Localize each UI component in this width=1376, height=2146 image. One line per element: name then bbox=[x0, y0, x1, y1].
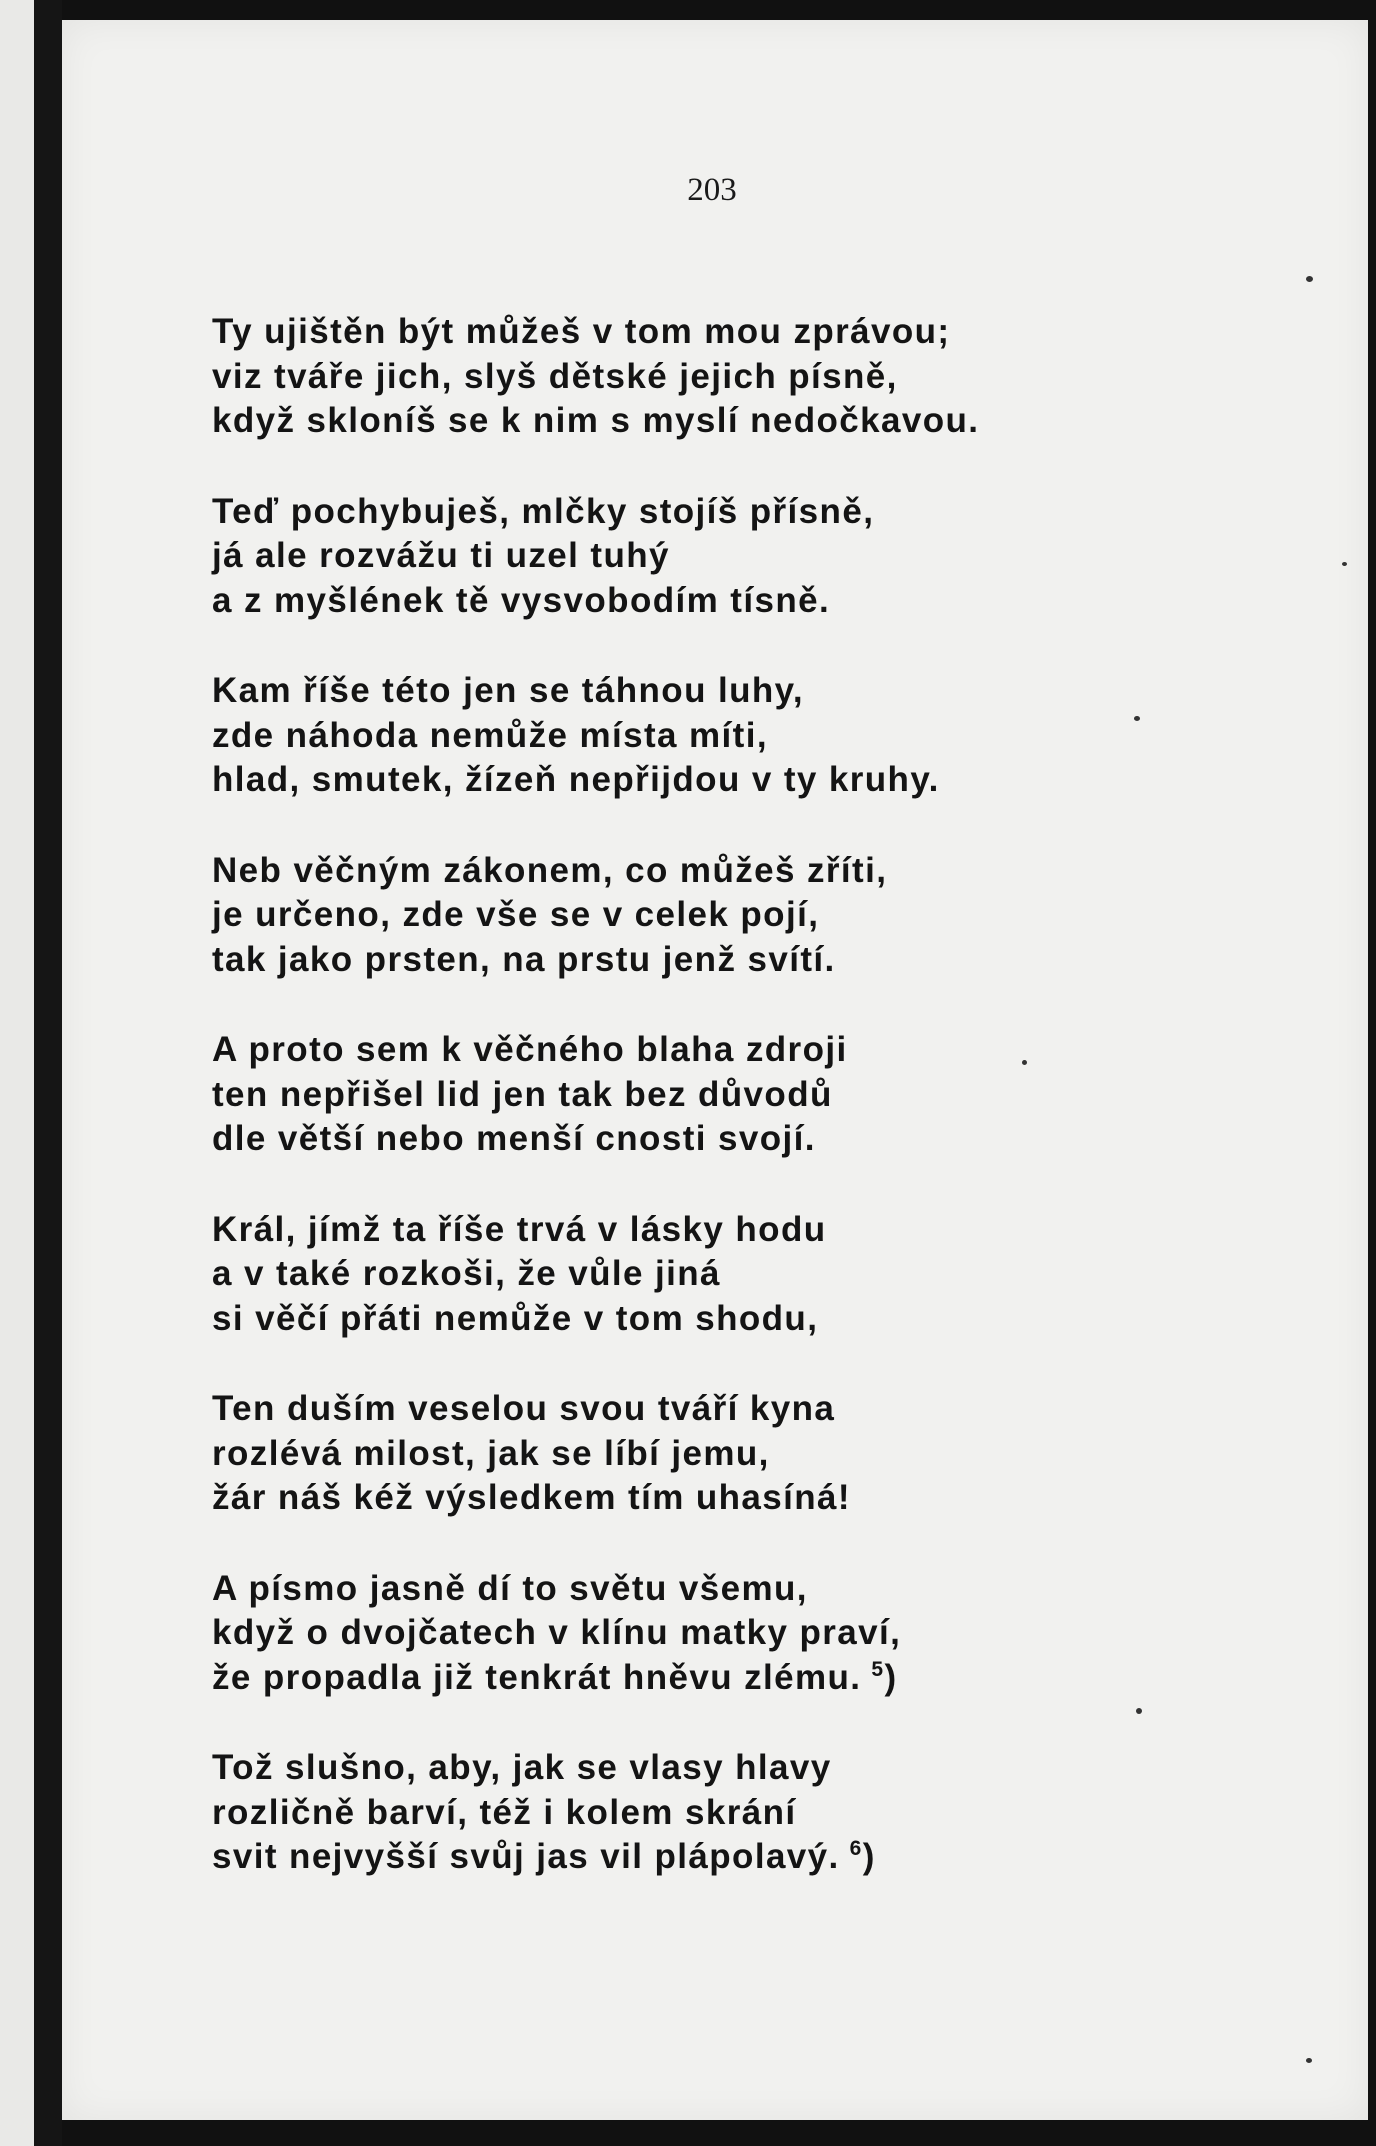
stanza bbox=[212, 1028, 1212, 1162]
print-speck bbox=[1134, 716, 1140, 721]
verse-line bbox=[212, 1835, 1212, 1880]
verse-line: když o dvojčatech v klínu matky praví, bbox=[212, 1613, 902, 1652]
print-speck bbox=[1342, 562, 1347, 566]
verse-line: Ty ujištěn být můžeš v tom mou zprávou; bbox=[212, 312, 951, 351]
verse-line: a v také rozkoši, že vůle jiná bbox=[212, 1254, 721, 1293]
verse-line: když skloníš se k nim s myslí nedočkavou. bbox=[212, 401, 980, 440]
print-speck bbox=[1306, 276, 1313, 282]
print-speck bbox=[1306, 2058, 1312, 2063]
verse-line: hlad, smutek, žízeň nepřijdou v ty kruhy. bbox=[212, 760, 940, 799]
stanza bbox=[212, 1567, 1212, 1701]
stanza bbox=[212, 849, 1212, 983]
stanza bbox=[212, 1208, 1212, 1342]
footnote-mark: 6 bbox=[849, 1837, 863, 1861]
verse-line: zde náhoda nemůže místa míti, bbox=[212, 715, 768, 755]
footnote-mark: 5 bbox=[871, 1657, 885, 1681]
verse-line: je určeno, zde vše se v celek pojí, bbox=[212, 895, 820, 934]
verse-line: Neb věčným zákonem, co můžeš zříti, bbox=[212, 850, 888, 890]
verse-line: rozlévá milost, jak se líbí jemu, bbox=[212, 1433, 770, 1473]
adjacent-page-edge bbox=[0, 0, 34, 2146]
stanza bbox=[212, 669, 1212, 803]
footnote-paren: ) bbox=[862, 1837, 876, 1876]
verse-line: ten nepřišel lid jen tak bez důvodů bbox=[212, 1074, 833, 1114]
verse-line: a z myšlének tě vysvobodím tísně. bbox=[212, 580, 831, 620]
book-gutter bbox=[34, 0, 62, 2146]
verse-line: Král, jímž ta říše trvá v lásky hodu bbox=[212, 1209, 827, 1249]
verse-line: rozličně barví, též i kolem skrání bbox=[212, 1792, 797, 1832]
verse-line: A proto sem k věčného blaha zdroji bbox=[212, 1030, 848, 1069]
verse-line: já ale rozvážu ti uzel tuhý bbox=[212, 536, 670, 575]
book-page bbox=[62, 20, 1368, 2120]
print-speck bbox=[1136, 1708, 1142, 1714]
stanza bbox=[212, 310, 1212, 444]
print-speck bbox=[1022, 1060, 1027, 1065]
verse-text: svit nejvyšší svůj jas vil plápolavý. bbox=[212, 1837, 840, 1876]
verse-line: Ten duším veselou svou tváří kyna bbox=[212, 1389, 836, 1428]
page-number: 203 bbox=[687, 172, 737, 208]
verse-line: Kam říše této jen se táhnou luhy, bbox=[212, 671, 805, 710]
verse-line: dle větší nebo menší cnosti svojí. bbox=[212, 1119, 816, 1158]
verse-text: že propadla již tenkrát hněvu zlému. bbox=[212, 1657, 862, 1697]
verse-line: Tož slušno, aby, jak se vlasy hlavy bbox=[212, 1748, 832, 1787]
verse-line: tak jako prsten, na prstu jenž svítí. bbox=[212, 939, 836, 979]
verse-line bbox=[212, 1656, 1212, 1701]
verse-line: viz tváře jich, slyš dětské jejich písně, bbox=[212, 356, 898, 396]
poem bbox=[212, 310, 1212, 1926]
verse-line: A písmo jasně dí to světu všemu, bbox=[212, 1568, 808, 1608]
verse-line: žár náš kéž výsledkem tím uhasíná! bbox=[212, 1478, 851, 1517]
stanza bbox=[212, 1746, 1212, 1880]
verse-line: Teď pochybuješ, mlčky stojíš přísně, bbox=[212, 491, 875, 531]
verse-line: si věčí přáti nemůže v tom shodu, bbox=[212, 1298, 819, 1338]
footnote-paren: ) bbox=[884, 1657, 898, 1697]
stanza bbox=[212, 490, 1212, 624]
stanza bbox=[212, 1387, 1212, 1521]
